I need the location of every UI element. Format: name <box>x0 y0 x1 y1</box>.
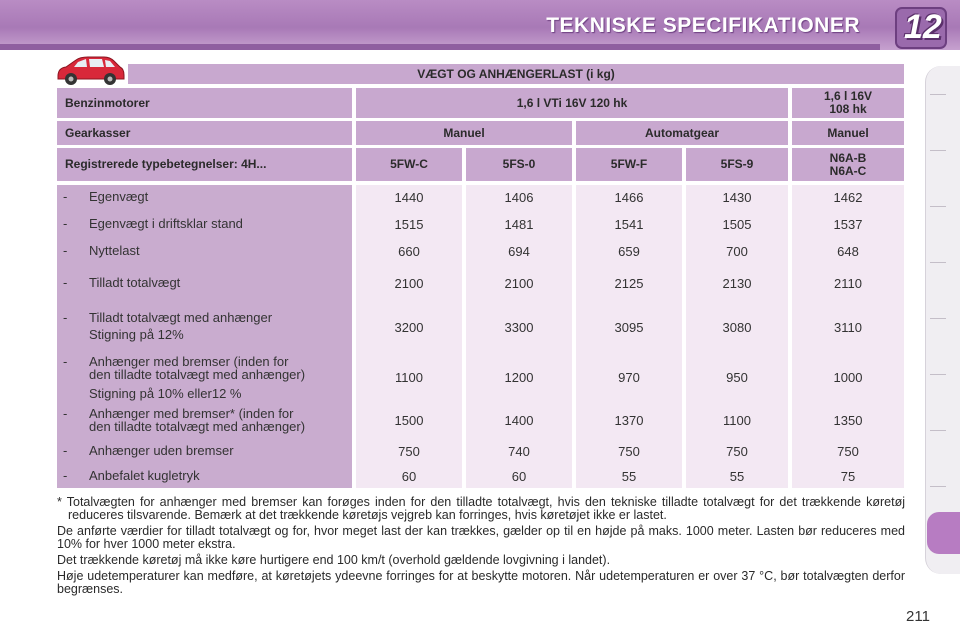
engine-b <box>792 88 904 118</box>
table-cell: 2110 <box>834 276 862 291</box>
row-label-line: Stigning på 10% eller12 % <box>89 386 242 401</box>
table-cell: 750 <box>726 444 748 459</box>
table-cell: 740 <box>508 444 530 459</box>
row-label-line: Nyttelast <box>89 243 140 258</box>
row-label-line: Anbefalet kugletryk <box>89 468 200 483</box>
row-dash: - <box>63 189 68 204</box>
table-cell: 1440 <box>394 190 424 205</box>
table-cell: 1350 <box>833 413 863 428</box>
type-last-line1: N6A-B <box>829 150 867 165</box>
table-cell: 2100 <box>504 276 534 291</box>
table-cell: 3110 <box>834 320 862 335</box>
table-cell: 2130 <box>722 276 752 291</box>
table-cell: 60 <box>401 469 417 484</box>
table-cell: 1462 <box>833 190 863 205</box>
active-chapter-tab[interactable] <box>927 512 960 554</box>
tab-divider <box>930 262 946 263</box>
engine-b-line2: 108 hk <box>829 102 867 116</box>
table-cell: 1505 <box>722 217 752 232</box>
row-dash: - <box>63 468 68 483</box>
table-cell: 1406 <box>504 190 534 205</box>
gearbox-label: Gearkasser <box>57 121 352 145</box>
table-cell: 1400 <box>504 413 534 428</box>
chapter-number: 12 <box>904 8 942 46</box>
table-cell: 950 <box>726 370 748 385</box>
table-cell: 660 <box>398 244 420 259</box>
table-cell: 750 <box>398 444 420 459</box>
table-cell: 750 <box>837 444 859 459</box>
table-cell: 694 <box>508 244 530 259</box>
table-cell: 3200 <box>394 320 424 335</box>
note-altitude: De anførte værdier for tilladt totalvægt og for, hvor meget last der kan trækkes, gælder op til en højde på maks. 1000 meter. Lasten bør reduceres med 10% for hver 1000 meter ekstra. <box>57 524 905 551</box>
tab-divider <box>930 318 946 319</box>
table-cell: 700 <box>726 244 748 259</box>
table-cell: 1515 <box>394 217 424 232</box>
chapter-badge <box>890 6 952 50</box>
row-label-line: den tilladte totalvægt med anhænger) <box>89 419 306 434</box>
row-label-line: Egenvægt <box>89 189 149 204</box>
page-title: TEKNISKE SPECIFIKATIONER <box>546 14 860 37</box>
table-cell: 2100 <box>394 276 424 291</box>
row-dash: - <box>63 216 68 231</box>
table-cell: 3080 <box>722 320 752 335</box>
row-dash: - <box>63 243 68 258</box>
note-temperature: Høje udetemperaturer kan medføre, at køretøjets ydeevne forringes for at beskytte motoren. Når udetemperaturen er over 37 °C, bør totalvægten derfor begrænses. <box>57 569 905 596</box>
type-code: 5FW-C <box>356 148 462 181</box>
notes <box>57 496 905 599</box>
table-cell: 659 <box>618 244 640 259</box>
row-dash: - <box>63 443 68 458</box>
header-rule <box>0 44 880 50</box>
engine-b-line1: 1,6 l 16V <box>823 89 873 103</box>
tab-divider <box>930 486 946 487</box>
table-cell: 1000 <box>833 370 863 385</box>
tab-divider <box>930 206 946 207</box>
table-cell: 648 <box>837 244 859 259</box>
table-cell: 1537 <box>833 217 863 232</box>
row-label-line: Anhænger uden bremser <box>89 443 234 458</box>
table-cell: 750 <box>618 444 640 459</box>
table-cell: 3095 <box>614 320 644 335</box>
table-cell: 1430 <box>722 190 752 205</box>
table-cell: 1481 <box>504 217 534 232</box>
row-label-line: den tilladte totalvægt med anhænger) <box>89 367 306 382</box>
table-cell: 2125 <box>614 276 644 291</box>
type-code-last <box>792 148 904 181</box>
table-cell: 1466 <box>614 190 644 205</box>
tab-divider <box>930 94 946 95</box>
engine-a: 1,6 l VTi 16V 120 hk <box>356 88 788 118</box>
types-label: Registrerede typebetegnelser: 4H... <box>57 148 352 181</box>
tab-divider <box>930 430 946 431</box>
row-dash: - <box>63 275 68 290</box>
row-label-line: Anhænger med bremser (inden for <box>89 354 289 369</box>
table-title: VÆGT OG ANHÆNGERLAST (i kg) <box>128 64 904 84</box>
row-label-line: Anhænger med bremser* (inden for <box>89 406 294 421</box>
table-cell: 60 <box>511 469 527 484</box>
type-code: 5FS-9 <box>686 148 788 181</box>
row-label-line: Tilladt totalvægt med anhænger <box>89 310 273 325</box>
row-label-line: Egenvægt i driftsklar stand <box>89 216 243 231</box>
page-number: 211 <box>906 608 930 625</box>
tab-divider <box>930 374 946 375</box>
chapter-tabs <box>925 66 960 574</box>
table-cell: 1370 <box>614 413 644 428</box>
note-speed: Det trækkende køretøj må ikke køre hurtigere end 100 km/t (overhold gældende lovgivning i landet). <box>57 553 611 567</box>
table-cell: 55 <box>621 469 637 484</box>
table-cell: 75 <box>840 469 856 484</box>
engine-label: Benzinmotorer <box>57 88 352 118</box>
table-cell: 1200 <box>504 370 534 385</box>
row-dash: - <box>63 406 68 421</box>
table-cell: 970 <box>618 370 640 385</box>
table-cell: 1500 <box>394 413 424 428</box>
table-cell: 1100 <box>723 413 751 428</box>
type-last-line2: N6A-C <box>829 163 867 178</box>
row-dash: - <box>63 354 68 369</box>
table-cell: 1541 <box>614 217 644 232</box>
table-cell: 55 <box>729 469 745 484</box>
table-cell: 1100 <box>395 370 423 385</box>
row-dash: - <box>63 310 68 325</box>
gear-manual: Manuel <box>356 121 572 145</box>
car-icon <box>54 52 126 88</box>
type-code: 5FS-0 <box>466 148 572 181</box>
table-cell: 3300 <box>504 320 534 335</box>
row-label-line: Tilladt totalvægt <box>89 275 181 290</box>
gear-manual-2: Manuel <box>792 121 904 145</box>
row-label-line: Stigning på 12% <box>89 327 184 342</box>
tab-divider <box>930 150 946 151</box>
footnote: * Totalvægten for anhænger med bremser kan forøges inden for den tilladte totalvægt, hvis den tekniske tilladte totalvægt for det trækkende køretøj reduceres tilsvarende. Bemærk at det trækkende køretøjs vejgreb kan forringes, hvis køretøjet ikke er lastet. <box>57 495 905 522</box>
gear-auto: Automatgear <box>576 121 788 145</box>
type-code: 5FW-F <box>576 148 682 181</box>
